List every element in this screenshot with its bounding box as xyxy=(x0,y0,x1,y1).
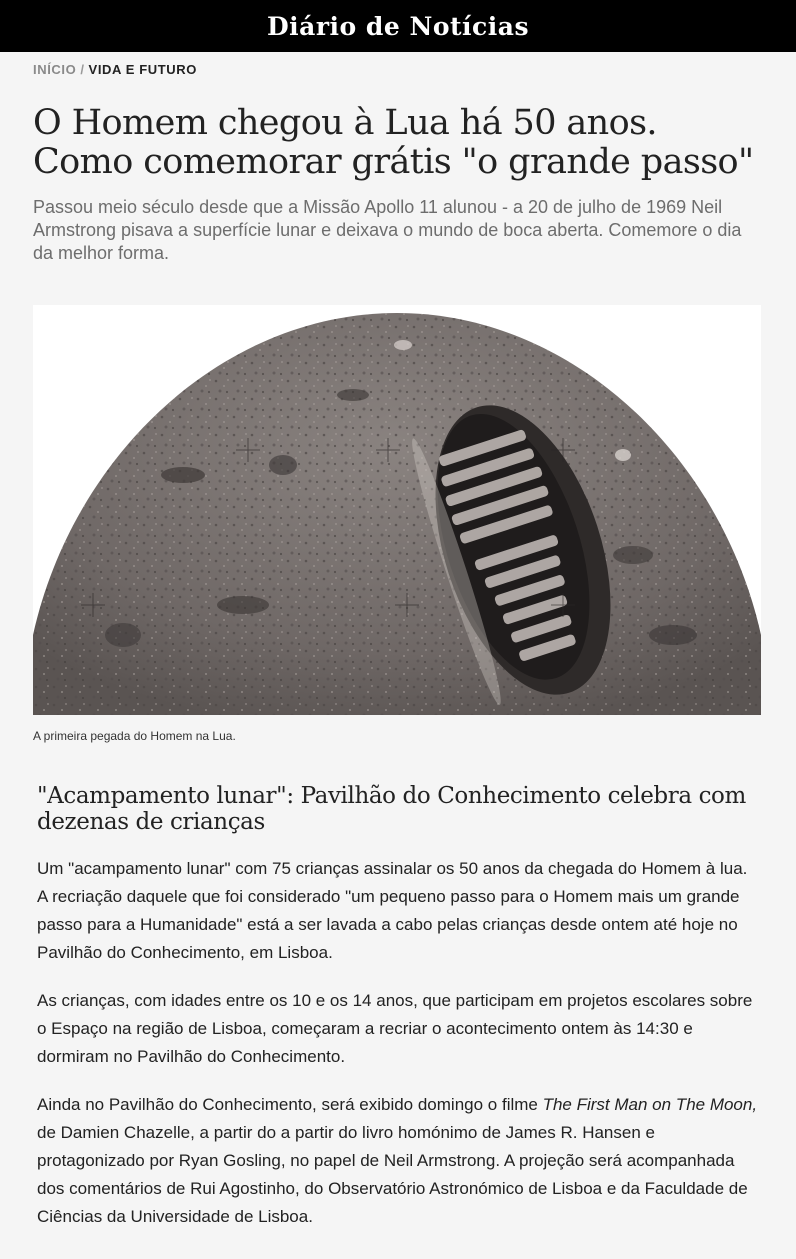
moon-footprint-illustration xyxy=(33,305,761,715)
article-lead: Passou meio século desde que a Missão Apollo 11 alunou - a 20 de julho de 1969 Neil Armstrong pisava a superfície lunar e deixava o mundo de boca aberta. Comemore o dia da melhor forma. xyxy=(33,197,742,263)
article-body xyxy=(33,783,763,1231)
article-page xyxy=(0,62,796,1231)
article-paragraph-1: Um "acampamento lunar" com 75 crianças assinalar os 50 anos da chegada do Homem à lua. A recriação daquele que foi considerado "um pequeno passo para o Homem mais um grande passo para a Humanidade" está a ser lavada a cabo pelas crianças desde ontem até hoje no Pavilhão do Conhecimento, em Lisboa. xyxy=(37,859,748,962)
breadcrumb-separator: / xyxy=(80,62,85,77)
image-caption: A primeira pegada do Homem na Lua. xyxy=(33,729,236,743)
site-logo[interactable]: Diário de Notícias xyxy=(266,11,530,41)
article-paragraph-2: As crianças, com idades entre os 10 e os 14 anos, que participam em projetos escolares sobre o Espaço na região de Lisboa, começaram a recriar o acontecimento ontem às 14:30 e dormiram no Pavilhão do Conhecimento. xyxy=(37,991,753,1066)
site-header xyxy=(0,0,796,52)
breadcrumb xyxy=(33,62,763,77)
paragraph-3-rest: de Damien Chazelle, a partir do a partir do livro homónimo de James R. Hansen e protagonizado por Ryan Gosling, no papel de Neil Armstrong. A projeção será acompanhada dos comentários de Rui Agostinho, do Observatório Astronómico de Lisboa e da Faculdade de Ciências da Universidade de Lisboa. xyxy=(37,1123,748,1226)
film-title: The First Man on The Moon, xyxy=(542,1095,758,1114)
article-subheading: "Acampamento lunar": Pavilhão do Conhecimento celebra com dezenas de crianças xyxy=(37,783,746,835)
article-hero-image xyxy=(33,305,761,715)
article-title: O Homem chegou à Lua há 50 anos. Como comemorar grátis "o grande passo" xyxy=(33,103,754,182)
paragraph-3-intro: Ainda no Pavilhão do Conhecimento, será exibido domingo o filme xyxy=(37,1095,543,1114)
breadcrumb-home-link[interactable]: INÍCIO xyxy=(33,62,77,77)
article-paragraph-3 xyxy=(37,1091,759,1231)
breadcrumb-section-link[interactable]: VIDA E FUTURO xyxy=(88,62,197,77)
